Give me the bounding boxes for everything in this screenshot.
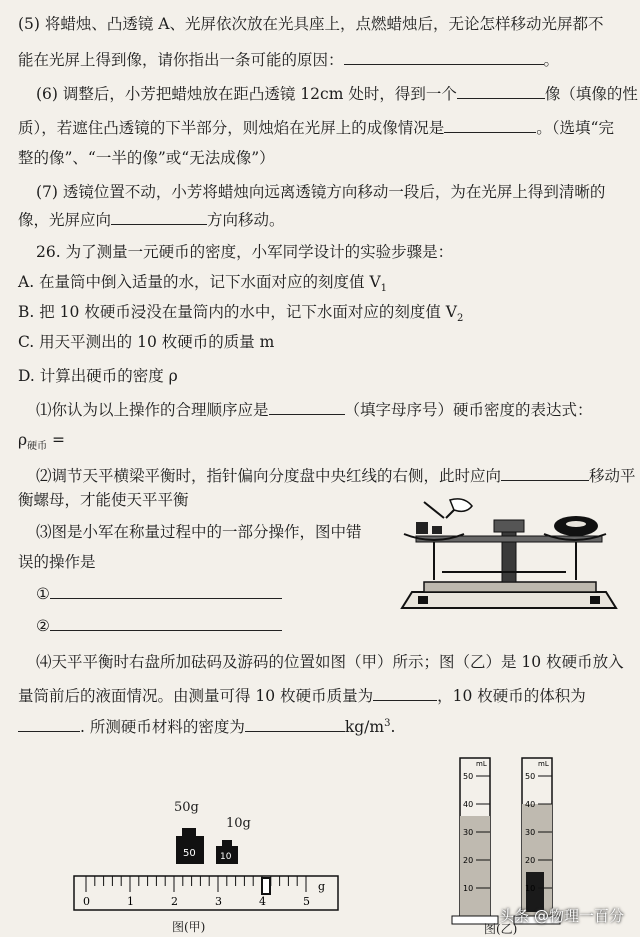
q26-step-b-text: B. 把 10 枚硬币浸没在量筒内的水中，记下水面对应的刻度值 V: [18, 303, 457, 321]
q26-p4d: [18, 714, 628, 737]
q26-p2b: 移动平: [589, 467, 636, 485]
q26-p2c: 衡螺母，才能使天平平衡: [18, 491, 189, 509]
q26-p4d-text: . 所测硬币材料的密度为: [80, 718, 245, 737]
q5-answer-blank[interactable]: [344, 48, 544, 65]
cylinder-tick-label: 50: [463, 772, 474, 781]
q6-line1: [36, 82, 640, 104]
q26-p4end: .: [390, 718, 396, 737]
caption-yi: 图(乙): [484, 922, 518, 936]
q5-line2: [18, 48, 628, 70]
weight2-mark: 10: [220, 852, 232, 862]
cylinder-tick-label: 10: [525, 884, 536, 893]
q26-step-d: D. 计算出硬币的密度 ρ: [18, 367, 178, 385]
rider-ruler: [72, 872, 342, 916]
q26-step-c: C. 用天平测出的 10 枚硬币的质量 m: [18, 333, 275, 351]
watermark: 头条 @物理一百分: [499, 907, 624, 925]
q26-p3a: ⑶图是小军在称量过程中的一部分操作，图中错: [36, 523, 362, 541]
cyl-left-unit: mL: [476, 760, 487, 768]
ruler-ticks: [83, 876, 310, 908]
q6-line1a: (6) 调整后，小芳把蜡烛放在距凸透镜 12cm 处时，得到一个: [36, 85, 457, 103]
q26-nut-direction-blank[interactable]: [501, 464, 589, 481]
ruler-tick-label: 1: [127, 895, 134, 908]
cylinder-tick-label: 20: [525, 856, 536, 865]
cylinder-tick-label: 30: [463, 828, 474, 837]
q26-rho-sub: 硬币: [27, 441, 48, 453]
q26-order-blank[interactable]: [269, 398, 345, 415]
q6-line2a: 质），若遮住凸透镜的下半部分，则烛焰在光屏上的成像情况是: [18, 119, 445, 137]
q26-step-a: [18, 272, 628, 299]
balance-figure: [394, 496, 624, 614]
weight-label-50g: 50g: [174, 800, 199, 815]
ruler-tick-label: 3: [215, 895, 222, 908]
weights-icon: [176, 828, 246, 872]
q5-line1: (5) 将蜡烛、凸透镜 A、光屏依次放在光具座上，点燃蜡烛后，无论怎样移动光屏都不: [18, 15, 604, 33]
q26-item2-mark: ②: [36, 617, 50, 635]
measuring-cylinders: [450, 752, 570, 928]
q26-item2: [36, 614, 640, 636]
q5-line2-text: 能在光屏上得到像，请你指出一条可能的原因：: [18, 51, 344, 69]
q26-p2: [36, 464, 640, 486]
q7-line2b: 方向移动。: [207, 211, 285, 229]
q26-density-expression: [18, 430, 628, 457]
q6-line2: [18, 116, 628, 138]
ruler-unit: g: [318, 880, 326, 893]
q6-line1b: 像（填像的性: [544, 85, 638, 103]
q26-p1b: （填字母序号）硬币密度的表达式：: [344, 401, 593, 419]
q7-line2a: 像，光屏应向: [18, 211, 112, 229]
q7-direction-blank[interactable]: [111, 208, 207, 225]
cylinder-tick-label: 50: [525, 772, 536, 781]
cylinder-tick-label: 30: [525, 828, 536, 837]
cylinder-tick-label: 20: [463, 856, 474, 865]
q26-mass-blank[interactable]: [373, 684, 437, 701]
q26-step-a-sub: 1: [380, 283, 388, 295]
q26-p4a: ⑷天平平衡时右盘所加砝码及游码的位置如图（甲）所示；图（乙）是 10 枚硬币放入: [36, 653, 624, 671]
ruler-tick-label: 0: [83, 895, 90, 908]
q6-image-state-blank[interactable]: [444, 116, 536, 133]
q26-p1: [36, 398, 640, 420]
q26-unit: kg/m: [344, 718, 385, 737]
q26-density-blank[interactable]: [245, 715, 345, 732]
caption-jia: 图(甲): [172, 920, 206, 934]
cylinder-tick-label: 10: [463, 884, 474, 893]
q26-step-a-text: A. 在量筒中倒入适量的水，记下水面对应的刻度值 V: [18, 273, 381, 291]
q5-end: 。: [543, 51, 560, 69]
ruler-tick-label: 5: [303, 895, 310, 908]
q26-error2-blank[interactable]: [50, 614, 282, 631]
q26-p4b-text: 量筒前后的液面情况。由测量可得 10 枚硬币质量为: [18, 687, 374, 705]
q26-p1a: ⑴你认为以上操作的合理顺序应是: [36, 401, 269, 419]
rider-marker[interactable]: [262, 878, 270, 894]
cylinder-tick-label: 40: [525, 800, 536, 809]
q6-line2b: 。（选填“完: [536, 119, 614, 137]
weight1-mark: 50: [183, 848, 196, 859]
ruler-tick-label: 4: [259, 895, 266, 908]
q26-eq: =: [47, 431, 66, 449]
q26-item1-mark: ①: [36, 585, 50, 603]
q26-volume-blank[interactable]: [18, 715, 80, 732]
ruler-tick-label: 2: [171, 895, 178, 908]
q7-line1: (7) 透镜位置不动，小芳将蜡烛向远离透镜方向移动一段后，为在光屏上得到清晰的: [36, 183, 606, 201]
q26-unit-sup: 3: [384, 718, 391, 729]
cyl-right-unit: mL: [538, 760, 549, 768]
q6-image-nature-blank[interactable]: [457, 82, 545, 99]
q26-p4c: ，10 枚硬币的体积为: [437, 687, 586, 705]
weight-label-10g: 10g: [226, 816, 251, 831]
q26-step-b-sub: 2: [456, 313, 464, 325]
q26-p2a: ⑵调节天平横梁平衡时，指针偏向分度盘中央红线的右侧，此时应向: [36, 467, 502, 485]
q26-rho: ρ: [18, 431, 28, 449]
q26-p3b: 误的操作是: [18, 553, 96, 571]
cylinder-tick-label: 40: [463, 800, 474, 809]
q7-line2: [18, 208, 628, 230]
q26-step-b: [18, 302, 628, 329]
q26-p4b: [18, 684, 628, 706]
q26-error1-blank[interactable]: [50, 582, 282, 599]
q26-title: 26. 为了测量一元硬币的密度，小军同学设计的实验步骤是：: [36, 243, 454, 261]
ruler-frame: [74, 876, 338, 910]
q6-line3: 整的像”、“一半的像”或“无法成像”）: [18, 149, 275, 167]
